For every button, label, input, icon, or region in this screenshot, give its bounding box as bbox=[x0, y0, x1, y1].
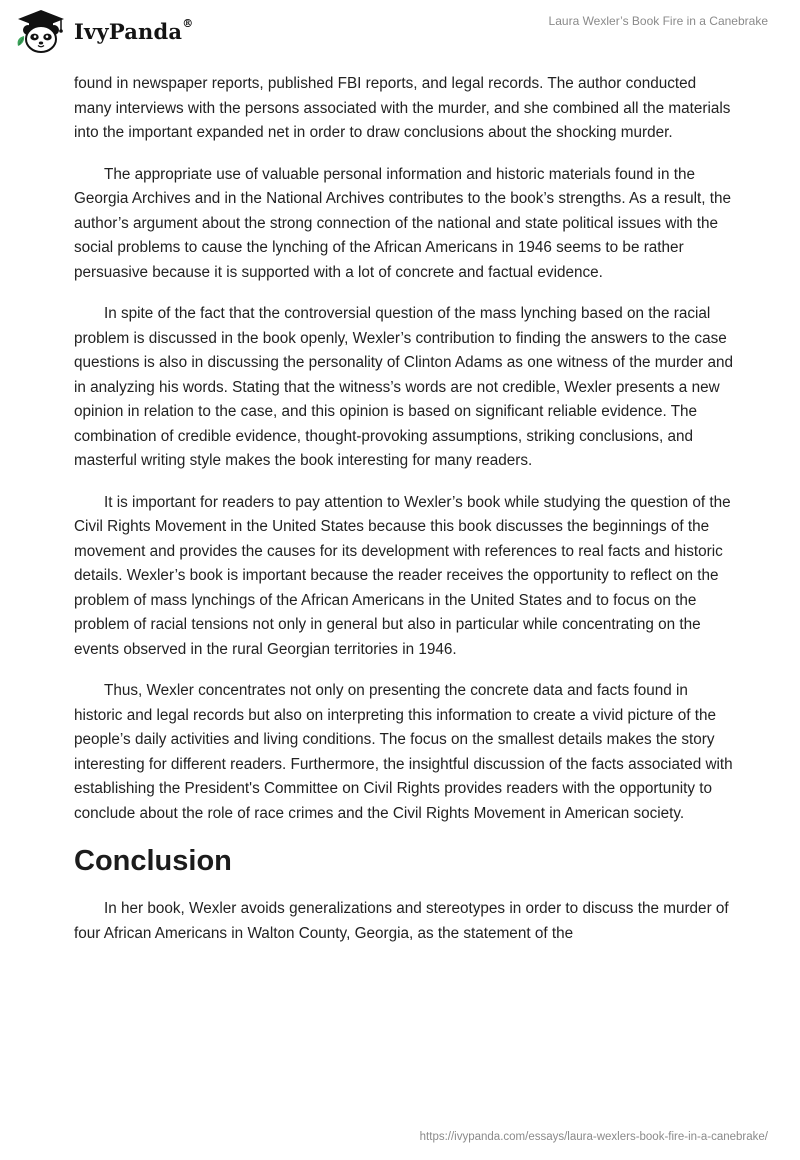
ivypanda-logo[interactable] bbox=[14, 8, 193, 54]
brand-name: IvyPanda® bbox=[74, 16, 194, 44]
paragraph-continued: found in newspaper reports, published FBI reports, and legal records. The author conducted many interviews with the persons associated with the murder, and she combined all the materials into the important expanded net in order to draw conclusions about the shocking murder. bbox=[74, 75, 731, 141]
conclusion-heading: Conclusion bbox=[74, 845, 232, 877]
paragraph: Thus, Wexler concentrates not only on presenting the concrete data and facts found in historic and legal records but also on interpreting this information to create a vivid picture of the people’s daily activities and living conditions. The focus on the smallest details makes the story interesting for different readers. Furthermore, the insightful discussion of the facts associated with establishing the President's Committee on Civil Rights provides readers with the opportunity to conclude about the role of race crimes and the Civil Rights Movement in American society. bbox=[74, 682, 733, 822]
paragraph: In spite of the fact that the controversial question of the mass lynching based on the racial problem is discussed in the book openly, Wexler’s contribution to finding the answers to the case questions is also in discussing the personality of Clinton Adams as one witness of the murder and in analyzing his words. Stating that the witness’s words are not credible, Wexler presents a new opinion in relation to the case, and this opinion is based on significant reliable evidence. The combination of credible evidence, thought-provoking assumptions, striking conclusions, and masterful writing style makes the book interesting for many readers. bbox=[74, 305, 733, 469]
essay-body bbox=[74, 72, 734, 963]
paragraph: The appropriate use of valuable personal information and historic materials found in the Georgia Archives and in the National Archives contributes to the book’s strengths. As a result, the author’s argument about the strong connection of the national and state political issues with the social problems to cause the lynching of the African Americans in 1946 seems to be rather persuasive because it is supported with a lot of concrete and factual evidence. bbox=[74, 165, 732, 281]
conclusion-paragraph: In her book, Wexler avoids generalizations and stereotypes in order to discuss the murder of four African Americans in Walton County, Georgia, as the statement of the bbox=[74, 900, 729, 942]
page-header bbox=[0, 0, 800, 60]
registered-mark: ® bbox=[182, 16, 194, 30]
panda-graduate-icon bbox=[14, 8, 68, 54]
source-url[interactable]: https://ivypanda.com/essays/laura-wexlers-book-fire-in-a-canebrake/ bbox=[419, 1131, 768, 1143]
paragraph: It is important for readers to pay attention to Wexler’s book while studying the question of the Civil Rights Movement in the United States because this book discusses the beginnings of the movement and provides the causes for its development with references to real facts and historic details. Wexler’s book is important because the reader receives the opportunity to reflect on the problem of mass lynchings of the African Americans in the United States and to focus on the problem of racial tensions not only in general but also in particular while concentrating on the events observed in the rural Georgian territories in 1946. bbox=[74, 493, 731, 658]
document-title: Laura Wexler’s Book Fire in a Canebrake bbox=[548, 14, 768, 28]
